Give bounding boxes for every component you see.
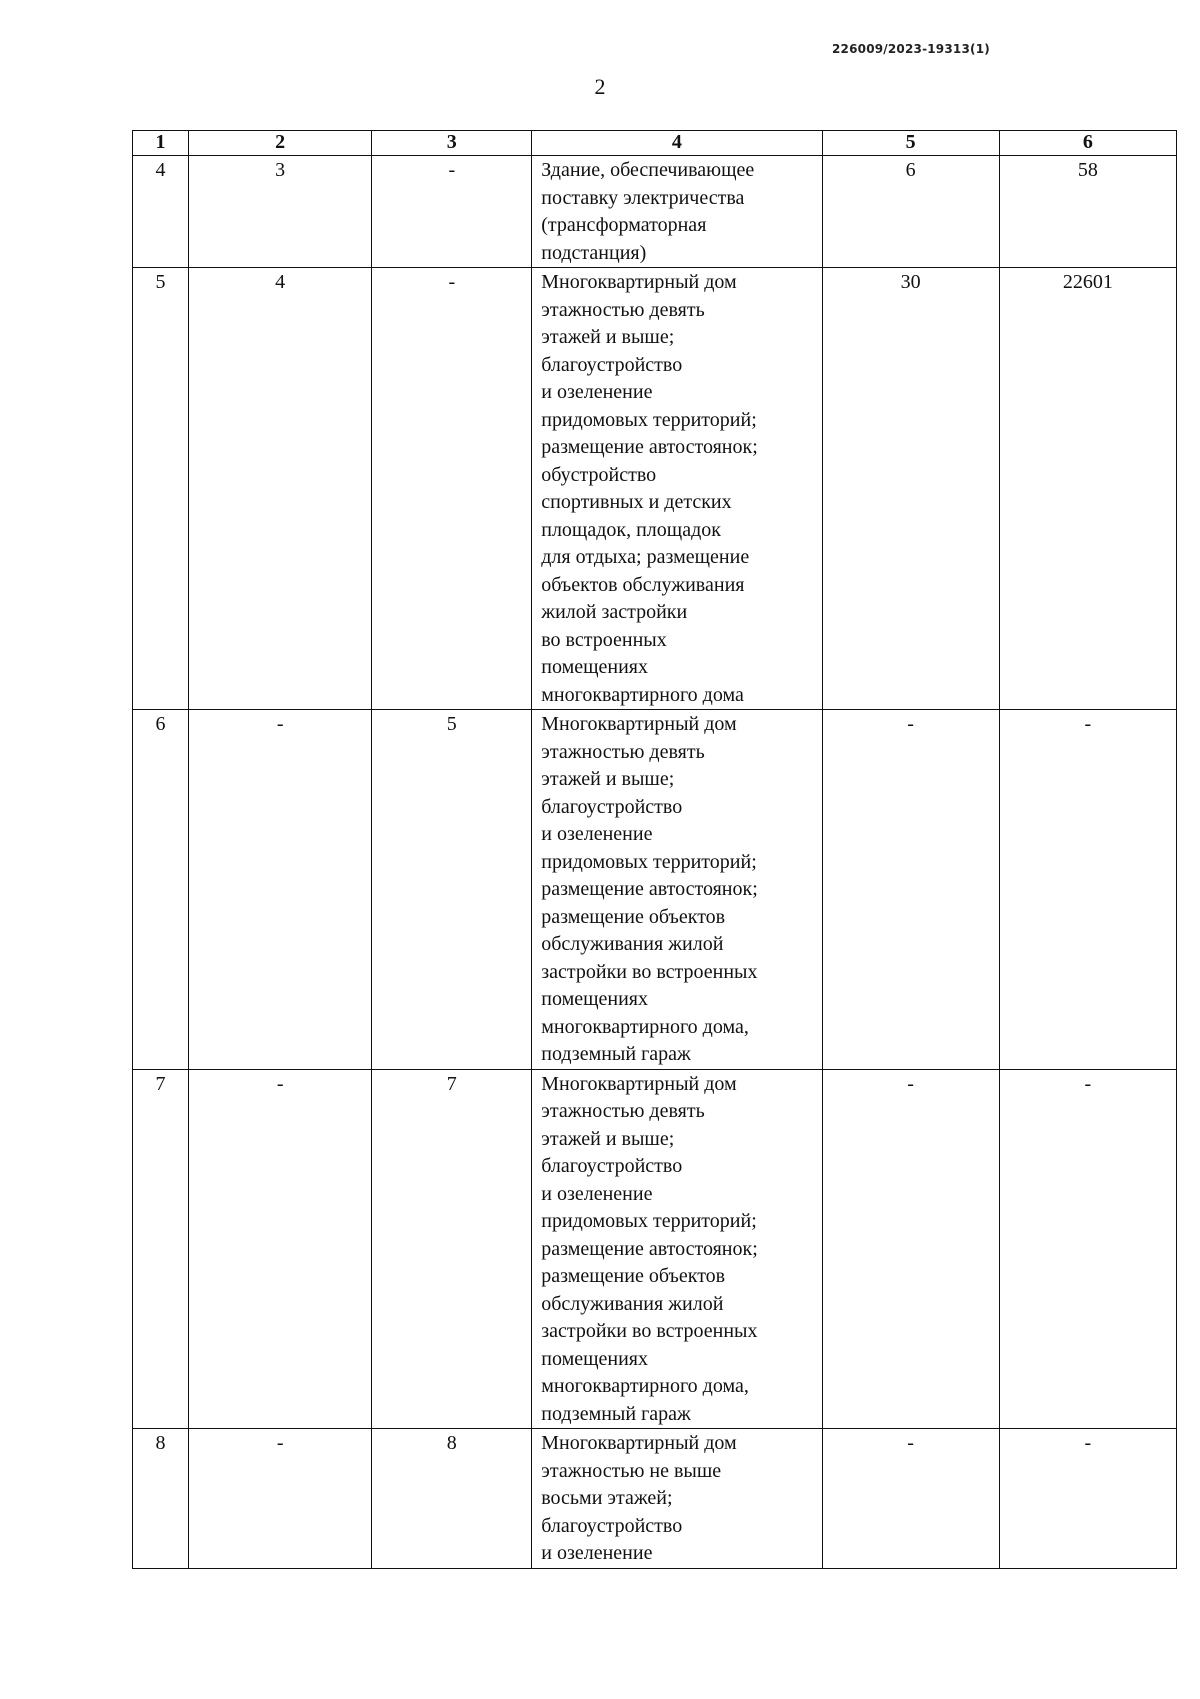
table-row xyxy=(133,710,1177,1070)
column-header: 4 xyxy=(532,131,822,156)
column-header: 3 xyxy=(372,131,532,156)
cell-col-2: 3 xyxy=(189,156,372,268)
table-row xyxy=(133,268,1177,710)
cell-col-6: 58 xyxy=(999,156,1176,268)
cell-col-6: - xyxy=(999,1069,1176,1429)
cell-description: Многоквартирный дом этажностью девять этажей и выше; благоустройство и озеленение придомовых территорий; размещение автостоянок; обустройство спортивных и детских площадок, площадок для отдыха; размещение объектов обслуживания жилой застройки во встроенных помещениях многоквартирного дома xyxy=(532,268,822,710)
row-number-cell: 8 xyxy=(133,1429,189,1569)
column-header: 1 xyxy=(133,131,189,156)
column-header: 5 xyxy=(822,131,999,156)
cell-col-5: - xyxy=(822,1069,999,1429)
table-header-row xyxy=(133,131,1177,156)
row-number-cell: 4 xyxy=(133,156,189,268)
table-row xyxy=(133,1429,1177,1569)
cell-col-5: - xyxy=(822,710,999,1070)
cell-col-6: - xyxy=(999,710,1176,1070)
cell-col-5: - xyxy=(822,1429,999,1569)
cell-col-5: 30 xyxy=(822,268,999,710)
table-row xyxy=(133,1069,1177,1429)
cell-col-3: - xyxy=(372,156,532,268)
cell-col-5: 6 xyxy=(822,156,999,268)
row-number-cell: 7 xyxy=(133,1069,189,1429)
document-id: 226009/2023-19313(1) xyxy=(832,42,990,56)
row-number-cell: 5 xyxy=(133,268,189,710)
cell-description: Здание, обеспечивающее поставку электричества (трансформаторная подстанция) xyxy=(532,156,822,268)
row-number-cell: 6 xyxy=(133,710,189,1070)
cell-col-2: - xyxy=(189,1429,372,1569)
cell-col-6: - xyxy=(999,1429,1176,1569)
cell-col-3: 7 xyxy=(372,1069,532,1429)
cell-col-2: - xyxy=(189,710,372,1070)
cell-col-3: 5 xyxy=(372,710,532,1070)
cell-description: Многоквартирный дом этажностью девять этажей и выше; благоустройство и озеленение придомовых территорий; размещение автостоянок; размещение объектов обслуживания жилой застройки во встроенных помещениях многоквартирного дома, подземный гараж xyxy=(532,710,822,1070)
cell-col-2: 4 xyxy=(189,268,372,710)
cell-col-6: 22601 xyxy=(999,268,1176,710)
cell-col-3: 8 xyxy=(372,1429,532,1569)
column-header: 6 xyxy=(999,131,1176,156)
land-plot-table xyxy=(132,130,1177,1569)
table-row xyxy=(133,156,1177,268)
page-number: 2 xyxy=(594,74,606,99)
cell-description: Многоквартирный дом этажностью не выше восьми этажей; благоустройство и озеленение xyxy=(532,1429,822,1569)
cell-description: Многоквартирный дом этажностью девять этажей и выше; благоустройство и озеленение придомовых территорий; размещение автостоянок; размещение объектов обслуживания жилой застройки во встроенных помещениях многоквартирного дома, подземный гараж xyxy=(532,1069,822,1429)
cell-col-2: - xyxy=(189,1069,372,1429)
column-header: 2 xyxy=(189,131,372,156)
cell-col-3: - xyxy=(372,268,532,710)
